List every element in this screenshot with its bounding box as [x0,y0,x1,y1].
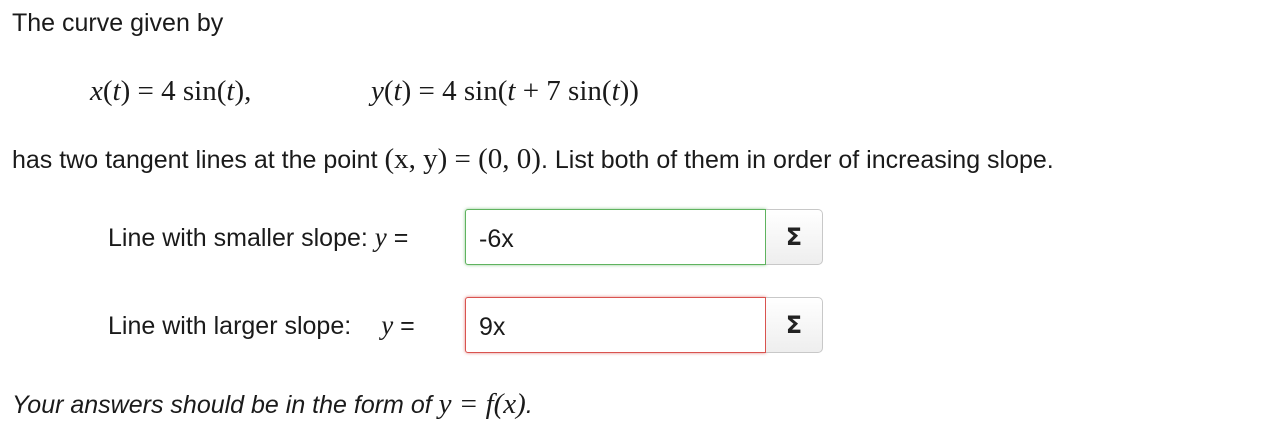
statement-after: . List both of them in order of increasing slope. [540,146,1054,174]
sigma-icon: Σ [785,311,803,339]
equation-y-mid: + 7 sin( [522,75,612,107]
var-y: y [381,310,394,340]
footer-text: Your answers should be in the form of [12,391,432,419]
statement-before: has two tangent lines at the point [12,146,378,174]
var-t: t [226,75,235,107]
intro-text: The curve given by [12,9,224,37]
footer-formula: y = f(x) [438,388,526,420]
equation-x-rhs: = 4 sin( [137,75,227,107]
equation-y-rhs: = 4 sin( [418,75,508,107]
equation-editor-button[interactable] [766,209,823,265]
equation-editor-button[interactable] [766,297,823,353]
var-y: y [374,222,387,252]
answer-format-note [12,388,533,421]
equation-x: x(t) = 4 sin(t), [90,75,252,107]
larger-slope-input[interactable]: 9x [465,297,766,353]
equals-sign: = [393,224,409,252]
var-t: t [112,75,121,107]
equation-y-tail: )) [619,75,639,107]
smaller-slope-input[interactable]: -6x [465,209,766,265]
point-formula: (x, y) = (0, 0) [384,143,541,175]
sigma-icon: Σ [785,223,803,251]
equation-y: y(t) = 4 sin(t + 7 sin(t)) [371,75,639,107]
var-t: t [611,75,620,107]
var-t: t [507,75,516,107]
smaller-slope-label [108,222,408,253]
equals-sign: = [400,312,415,340]
var-t: t [393,75,402,107]
larger-slope-label [108,310,415,341]
problem-statement [12,143,1054,176]
var-y: y [371,75,384,107]
larger-slope-label-text: Line with larger slope: [108,312,352,340]
var-x: x [90,75,103,107]
smaller-slope-label-text: Line with smaller slope: [108,224,368,252]
footer-end: . [525,391,533,419]
equation-x-tail: ), [234,75,252,107]
